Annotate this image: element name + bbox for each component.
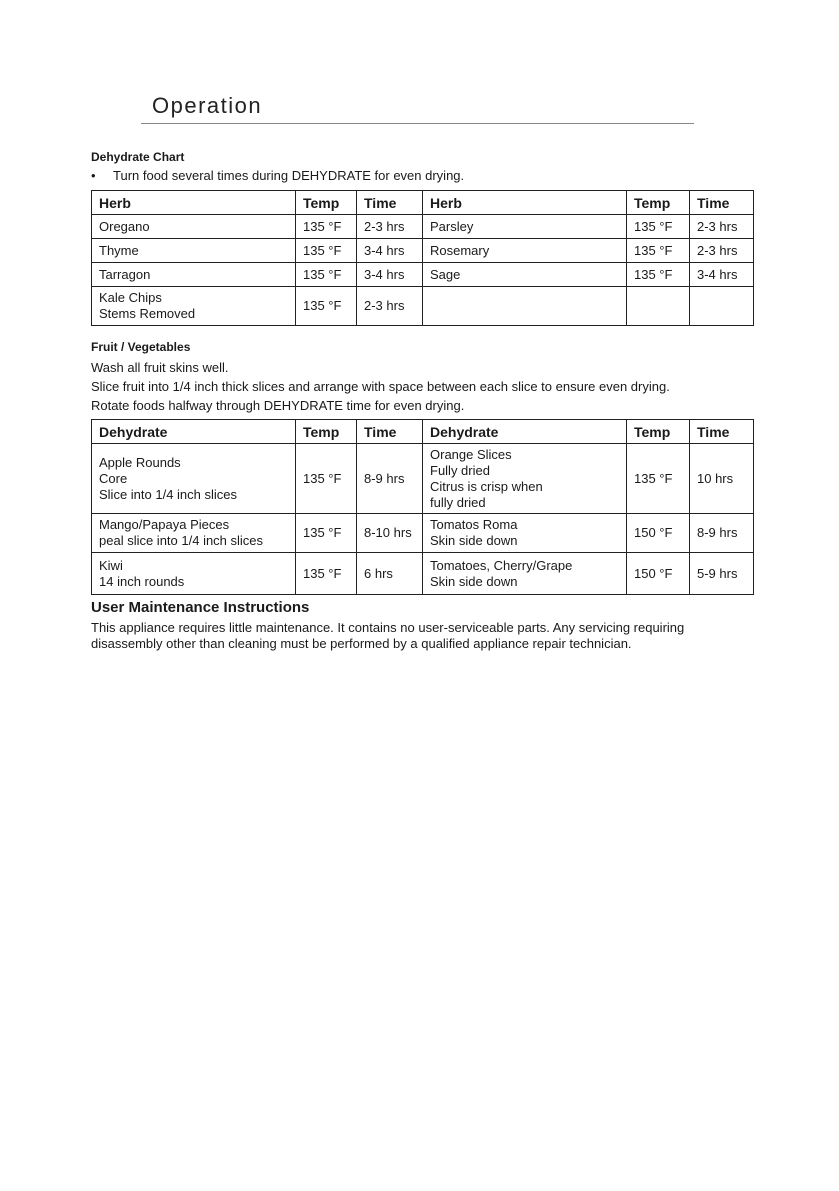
column-header: Temp: [627, 420, 690, 444]
cell-text: 135 °F: [634, 242, 673, 258]
table-cell: [296, 239, 357, 263]
table-cell: [423, 239, 627, 263]
table-cell: [92, 215, 296, 239]
cell-text: 135 °F: [634, 218, 673, 234]
cell-text: 3-4 hrs: [697, 266, 738, 282]
table-cell: [357, 287, 423, 326]
cell-text: 3-4 hrs: [364, 242, 405, 258]
cell-text: 150 °F: [634, 525, 673, 540]
cell-text: Skin side down: [430, 533, 518, 548]
cell-text: Tarragon: [99, 266, 151, 282]
table-cell: [627, 514, 690, 553]
maintenance-line: disassembly other than cleaning must be performed by a qualified appliance repair technician.: [91, 636, 632, 651]
table-cell: [357, 239, 423, 263]
cell-text: 5-9 hrs: [697, 565, 738, 581]
table-cell: [92, 514, 296, 553]
cell-text: Stems Removed: [99, 306, 196, 321]
maintenance-title: User Maintenance Instructions: [91, 599, 310, 616]
herb-table-body: [92, 215, 754, 326]
cell-text: 3-4 hrs: [364, 266, 405, 282]
cell-text: Mango/Papaya Pieces: [99, 517, 230, 532]
cell-text: 2-3 hrs: [697, 218, 738, 234]
cell-text: Oregano: [99, 218, 150, 234]
fruit-veg-heading: Fruit / Vegetables: [91, 340, 191, 354]
cell-text: 135 °F: [303, 218, 342, 234]
column-header: Time: [357, 420, 423, 444]
cell-text: 135 °F: [303, 565, 342, 581]
table-cell: [627, 444, 690, 514]
column-header: Temp: [296, 420, 357, 444]
table-cell: [296, 215, 357, 239]
cell-text: 2-3 hrs: [697, 242, 738, 258]
fruit-veg-instructions: [91, 358, 753, 415]
column-header: Temp: [296, 191, 357, 215]
cell-text: 150 °F: [634, 565, 673, 581]
table-cell: [92, 263, 296, 287]
table-cell: [296, 287, 357, 326]
cell-text: 135 °F: [303, 298, 342, 313]
column-header: Time: [357, 191, 423, 215]
cell-text: 14 inch rounds: [99, 573, 185, 589]
table-cell: [627, 287, 690, 326]
table-cell: [423, 514, 627, 553]
table-cell: [296, 553, 357, 595]
instruction-line: Slice fruit into 1/4 inch thick slices and arrange with space between each slice to ensure even drying.: [91, 379, 670, 394]
page-content: [91, 150, 753, 652]
cell-text: Orange Slices: [430, 446, 512, 462]
cell-text: peal slice into 1/4 inch slices: [99, 533, 264, 548]
cell-text: Tomatos Roma: [430, 517, 518, 532]
table-row: [92, 553, 754, 595]
maintenance-body: [91, 620, 753, 652]
table-cell: [627, 553, 690, 595]
cell-text: 135 °F: [634, 266, 673, 282]
column-header: Temp: [627, 191, 690, 215]
header-divider: [141, 123, 694, 124]
cell-text: Citrus is crisp when: [430, 478, 543, 494]
table-cell: [92, 444, 296, 514]
table-cell: [690, 553, 754, 595]
cell-text: Sage: [430, 266, 461, 282]
table-cell: [627, 215, 690, 239]
table-row: [92, 239, 754, 263]
cell-text: Core: [99, 470, 128, 486]
table-cell: [627, 239, 690, 263]
cell-text: Kiwi: [99, 557, 123, 573]
table-cell: [296, 263, 357, 287]
herb-table: [91, 190, 754, 326]
cell-text: 10 hrs: [697, 470, 734, 486]
fruit-veg-table: [91, 419, 754, 595]
instruction-line: Rotate foods halfway through DEHYDRATE time for even drying.: [91, 398, 465, 413]
cell-text: Parsley: [430, 218, 474, 234]
table-row: [92, 263, 754, 287]
table-row: [92, 444, 754, 514]
fruit-table-body: [92, 444, 754, 595]
cell-text: 135 °F: [303, 266, 342, 282]
table-cell: [423, 263, 627, 287]
table-cell: [690, 263, 754, 287]
herb-table-header-row: [92, 191, 754, 215]
table-cell: [423, 444, 627, 514]
table-cell: [690, 215, 754, 239]
bullet-icon: •: [91, 168, 96, 183]
table-cell: [92, 239, 296, 263]
dehydrate-chart-bullet: [91, 168, 753, 184]
cell-text: 2-3 hrs: [364, 218, 405, 234]
cell-text: 8-10 hrs: [364, 525, 412, 540]
cell-text: 135 °F: [303, 470, 342, 486]
table-row: [92, 287, 754, 326]
table-cell: [357, 514, 423, 553]
table-cell: [690, 239, 754, 263]
cell-text: Tomatoes, Cherry/Grape: [430, 557, 573, 573]
cell-text: Kale Chips: [99, 290, 162, 305]
cell-text: 6 hrs: [364, 565, 393, 581]
cell-text: 135 °F: [634, 470, 673, 486]
table-cell: [423, 553, 627, 595]
page-title: Operation: [152, 93, 263, 118]
table-row: [92, 514, 754, 553]
cell-text: Fully dried: [430, 462, 490, 478]
cell-text: Apple Rounds: [99, 454, 181, 470]
cell-text: 2-3 hrs: [364, 298, 405, 313]
table-cell: [627, 263, 690, 287]
column-header: Herb: [423, 191, 627, 215]
table-cell: [357, 444, 423, 514]
table-cell: [690, 514, 754, 553]
cell-text: Thyme: [99, 242, 139, 258]
column-header: Dehydrate: [423, 420, 627, 444]
cell-text: 8-9 hrs: [697, 525, 738, 540]
table-cell: [690, 287, 754, 326]
table-cell: [357, 553, 423, 595]
dehydrate-chart-heading: Dehydrate Chart: [91, 150, 185, 164]
table-cell: [357, 263, 423, 287]
table-cell: [423, 215, 627, 239]
table-cell: [296, 514, 357, 553]
table-cell: [92, 287, 296, 326]
instruction-line: Wash all fruit skins well.: [91, 360, 229, 375]
table-cell: [690, 444, 754, 514]
table-row: [92, 215, 754, 239]
cell-text: 8-9 hrs: [364, 470, 405, 486]
maintenance-line: This appliance requires little maintenance. It contains no user-serviceable parts. Any servicing requiring: [91, 620, 685, 635]
column-header: Herb: [92, 191, 296, 215]
cell-text: 135 °F: [303, 525, 342, 540]
cell-text: Slice into 1/4 inch slices: [99, 486, 238, 502]
table-cell: [92, 553, 296, 595]
fruit-table-header-row: [92, 420, 754, 444]
table-cell: [423, 287, 627, 326]
cell-text: Skin side down: [430, 573, 518, 589]
column-header: Time: [690, 191, 754, 215]
cell-text: 135 °F: [303, 242, 342, 258]
table-cell: [296, 444, 357, 514]
bullet-text: Turn food several times during DEHYDRATE for even drying.: [113, 168, 465, 183]
column-header: Time: [690, 420, 754, 444]
table-cell: [357, 215, 423, 239]
cell-text: Rosemary: [430, 242, 490, 258]
cell-text: fully dried: [430, 494, 486, 510]
column-header: Dehydrate: [92, 420, 296, 444]
